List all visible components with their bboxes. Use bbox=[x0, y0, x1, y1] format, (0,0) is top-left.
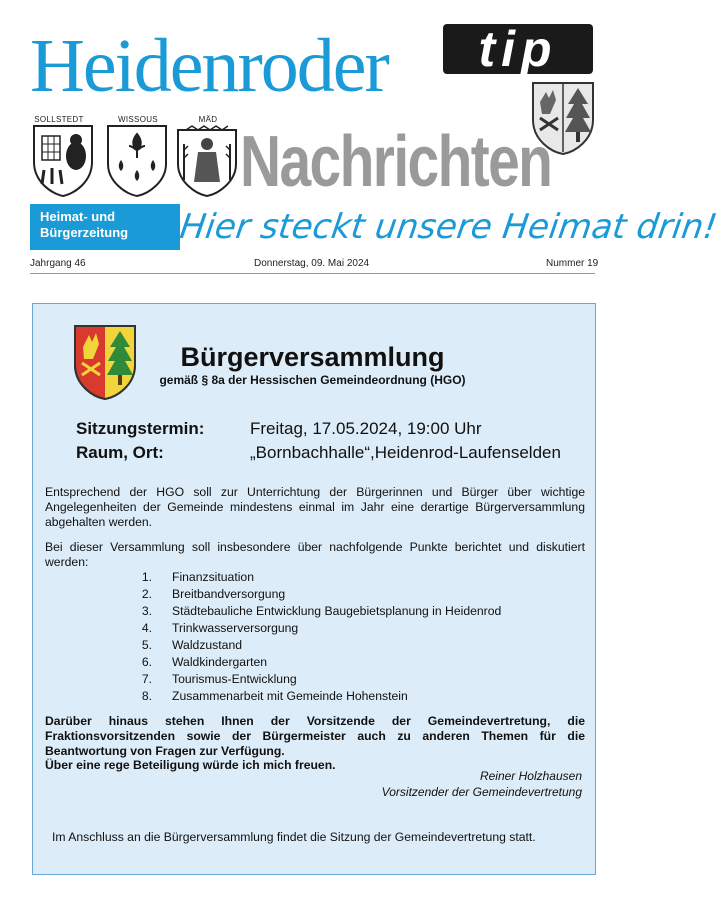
agenda-number: 4. bbox=[141, 621, 152, 635]
invitation-paragraph: Darüber hinaus stehen Ihnen der Vorsitzende der Gemeindevertretung, die Fraktionsvorsitzenden sowie der Bürgermeister auch zu anderen Themen für die Beantwortung von Fragen zur Verfügung. bbox=[45, 714, 585, 758]
masthead-title-nachrichten: Nachrichten bbox=[240, 122, 552, 202]
issue-date: Donnerstag, 09. Mai 2024 bbox=[254, 258, 370, 269]
agenda-number: 5. bbox=[141, 638, 152, 652]
masthead-subtitle: Heimat- und Bürgerzeitung bbox=[40, 209, 129, 240]
agenda-item: Trinkwasserversorgung bbox=[172, 621, 299, 635]
notice-subheading: gemäß § 8a der Hessischen Gemeindeordnung (HGO) bbox=[159, 373, 466, 387]
agenda-item: Tourismus-Entwicklung bbox=[172, 672, 297, 686]
invitation-closing: Über eine rege Beteiligung würde ich mich freuen. bbox=[45, 758, 336, 772]
meeting-date-value: Freitag, 17.05.2024, 19:00 Uhr bbox=[250, 419, 482, 438]
agenda-number: 2. bbox=[141, 587, 152, 601]
crest-label-sollstedt: SOLLSTEDT bbox=[34, 115, 84, 124]
sollstedt-crest-icon bbox=[32, 124, 94, 198]
meeting-place-value: „Bornbachhalle“,Heidenrod-Laufenselden bbox=[250, 443, 561, 462]
agenda-number: 6. bbox=[141, 655, 152, 669]
tip-logo: tip bbox=[443, 24, 593, 74]
agenda-number: 3. bbox=[141, 604, 152, 618]
mad-crest-icon bbox=[176, 124, 238, 198]
agenda-item: Zusammenarbeit mit Gemeinde Hohenstein bbox=[172, 689, 408, 703]
signature-name: Reiner Holzhausen bbox=[479, 769, 582, 783]
masthead-slogan: Hier steckt unsere Heimat drin! bbox=[177, 207, 720, 247]
meeting-date-label: Sitzungstermin: bbox=[76, 419, 205, 438]
agenda-item: Waldzustand bbox=[172, 638, 243, 652]
issue-volume: Jahrgang 46 bbox=[30, 258, 86, 269]
agenda-item: Finanzsituation bbox=[172, 570, 254, 584]
agenda-number: 8. bbox=[141, 689, 152, 703]
agenda-intro: Bei dieser Versammlung soll insbesondere über nachfolgende Punkte berichtet und diskutiert werden: bbox=[45, 540, 585, 569]
masthead-title-heidenroder: Heidenroder bbox=[30, 24, 388, 108]
issue-number: Nummer 19 bbox=[546, 258, 599, 269]
intro-paragraph: Entsprechend der HGO soll zur Unterrichtung der Bürgerinnen und Bürger über wichtige Angelegenheiten der Gemeinde mindestens einmal im Jahr eine derartige Bürgerversammlung abgehalten werden. bbox=[45, 485, 585, 529]
heidenrod-color-crest-icon bbox=[72, 323, 138, 401]
agenda-item: Waldkindergarten bbox=[172, 655, 268, 669]
agenda-item: Städtebauliche Entwicklung Baugebietsplanung in Heidenrod bbox=[172, 604, 502, 618]
notice-heading: Bürgerversammlung bbox=[180, 342, 445, 372]
wissous-crest-icon bbox=[106, 124, 168, 198]
header-divider bbox=[30, 273, 595, 274]
agenda-item: Breitbandversorgung bbox=[172, 587, 286, 601]
meeting-place-label: Raum, Ort: bbox=[76, 443, 164, 462]
crest-label-mad: MÄD bbox=[198, 115, 218, 124]
crest-label-wissous: WISSOUS bbox=[118, 115, 158, 124]
agenda-number: 1. bbox=[141, 570, 152, 584]
signature-role: Vorsitzender der Gemeindevertretung bbox=[381, 785, 582, 799]
agenda-number: 7. bbox=[141, 672, 152, 686]
closing-line: Im Anschluss an die Bürgerversammlung findet die Sitzung der Gemeindevertretung statt. bbox=[52, 830, 536, 844]
